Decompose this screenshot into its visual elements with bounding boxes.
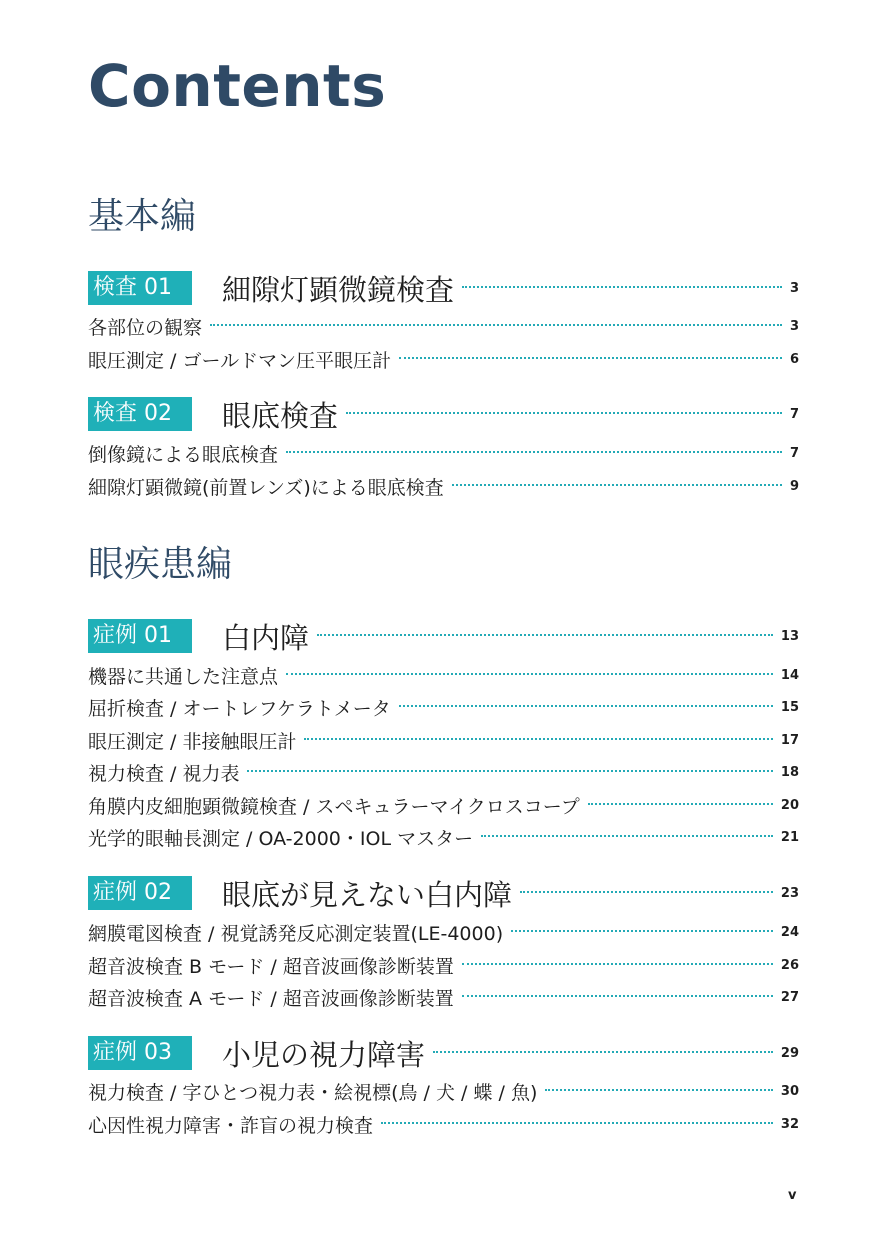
dot-leader <box>520 891 773 893</box>
entry-title: 心因性視力障害・詐盲の視力検査 <box>88 1114 374 1137</box>
page-number: 24 <box>780 924 799 940</box>
dot-leader <box>210 324 782 326</box>
page-number: 18 <box>780 764 799 780</box>
dot-leader <box>317 634 773 636</box>
dot-leader <box>588 803 773 805</box>
chapter-badge: 症例 03 <box>88 1036 192 1070</box>
chapter-title: 眼底検査 <box>222 398 339 433</box>
entry-title: 眼圧測定 / ゴールドマン圧平眼圧計 <box>88 349 392 372</box>
toc-entry[interactable] <box>88 472 799 500</box>
entry-title: 超音波検査 A モード / 超音波画像診断装置 <box>88 987 454 1010</box>
entry-title: 網膜電図検査 / 視覚誘発反応測定装置(LE-4000) <box>88 922 504 945</box>
dot-leader <box>304 738 772 740</box>
page-number: 32 <box>780 1116 799 1132</box>
toc-entry[interactable] <box>88 726 799 754</box>
dot-leader <box>286 451 782 453</box>
toc-entry[interactable] <box>88 1077 799 1105</box>
entry-title: 機器に共通した注意点 <box>88 665 279 688</box>
toc-entry[interactable] <box>88 951 799 979</box>
dot-leader <box>452 484 782 486</box>
page-number: 7 <box>789 406 799 422</box>
page-number: 15 <box>780 699 799 715</box>
page-number: 3 <box>789 280 799 296</box>
entry-title: 視力検査 / 視力表 <box>88 762 240 785</box>
page-number: 23 <box>780 885 799 901</box>
chapter-badge: 検査 02 <box>88 397 192 431</box>
dot-leader <box>399 705 773 707</box>
toc-entry[interactable] <box>88 791 799 819</box>
toc-entry[interactable] <box>88 1110 799 1138</box>
part-heading: 眼疾患編 <box>88 544 233 585</box>
toc-entry[interactable] <box>88 345 799 373</box>
dot-leader <box>399 357 782 359</box>
page-number: 20 <box>780 797 799 813</box>
toc-chapter[interactable] <box>88 268 799 308</box>
toc-entry[interactable] <box>88 758 799 786</box>
entry-title: 角膜内皮細胞顕微鏡検査 / スペキュラーマイクロスコープ <box>88 795 580 818</box>
toc-chapter[interactable] <box>88 873 799 913</box>
dot-leader <box>286 673 773 675</box>
toc-entry[interactable] <box>88 312 799 340</box>
page-number: 6 <box>789 351 799 367</box>
chapter-title: 白内障 <box>222 620 310 655</box>
toc-chapter[interactable] <box>88 1033 799 1073</box>
chapter-title: 細隙灯顕微鏡検査 <box>222 272 455 307</box>
page-title: Contents <box>88 52 387 120</box>
dot-leader <box>545 1089 773 1091</box>
page-number: 29 <box>780 1045 799 1061</box>
dot-leader <box>462 963 773 965</box>
dot-leader <box>381 1122 773 1124</box>
dot-leader <box>462 286 782 288</box>
folio-page-number: v <box>788 1188 797 1203</box>
toc-entry[interactable] <box>88 661 799 689</box>
toc-chapter[interactable] <box>88 616 799 656</box>
page-number: 27 <box>780 989 799 1005</box>
entry-title: 屈折検査 / オートレフケラトメータ <box>88 697 391 720</box>
chapter-badge: 症例 02 <box>88 876 192 910</box>
entry-title: 眼圧測定 / 非接触眼圧計 <box>88 730 297 753</box>
chapter-badge: 検査 01 <box>88 271 192 305</box>
dot-leader <box>433 1051 773 1053</box>
page-number: 17 <box>780 732 799 748</box>
chapter-title: 小児の視力障害 <box>222 1037 426 1072</box>
toc-entry[interactable] <box>88 918 799 946</box>
entry-title: 超音波検査 B モード / 超音波画像診断装置 <box>88 955 454 978</box>
page-number: 9 <box>789 478 799 494</box>
page-number: 14 <box>780 667 799 683</box>
part-heading: 基本編 <box>88 196 197 237</box>
page-number: 13 <box>780 628 799 644</box>
page-number: 3 <box>789 318 799 334</box>
toc-chapter[interactable] <box>88 394 799 434</box>
dot-leader <box>247 770 772 772</box>
chapter-badge: 症例 01 <box>88 619 192 653</box>
entry-title: 視力検査 / 字ひとつ視力表・絵視標(鳥 / 犬 / 蝶 / 魚) <box>88 1081 538 1104</box>
entry-title: 細隙灯顕微鏡(前置レンズ)による眼底検査 <box>88 476 444 499</box>
page-number: 7 <box>789 445 799 461</box>
chapter-title: 眼底が見えない白内障 <box>222 877 513 912</box>
dot-leader <box>462 995 773 997</box>
page-number: 30 <box>780 1083 799 1099</box>
dot-leader <box>511 930 773 932</box>
toc-entry[interactable] <box>88 823 799 851</box>
page-number: 26 <box>780 957 799 973</box>
entry-title: 倒像鏡による眼底検査 <box>88 443 279 466</box>
dot-leader <box>346 412 782 414</box>
toc-entry[interactable] <box>88 439 799 467</box>
page-number: 21 <box>780 829 799 845</box>
toc-entry[interactable] <box>88 693 799 721</box>
entry-title: 各部位の観察 <box>88 316 203 339</box>
dot-leader <box>481 835 773 837</box>
toc-entry[interactable] <box>88 983 799 1011</box>
entry-title: 光学的眼軸長測定 / OA-2000・IOL マスター <box>88 827 474 850</box>
